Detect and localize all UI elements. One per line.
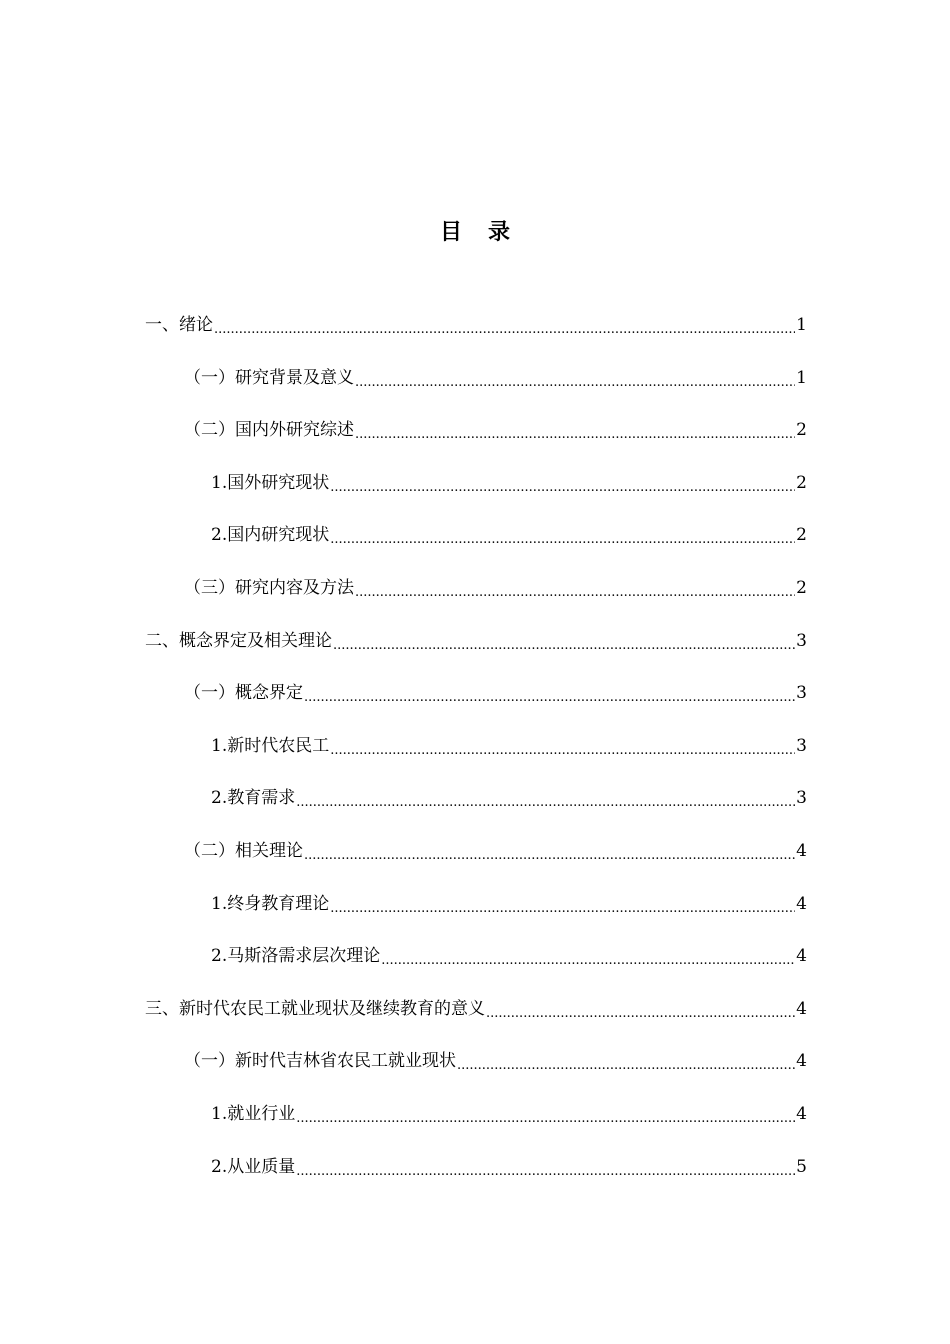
toc-entry-page: 4 [796,840,807,861]
toc-entry-page: 3 [796,630,807,651]
dot-leader [296,785,795,811]
dot-leader [330,522,795,548]
toc-entry[interactable] [0,365,950,418]
toc-entry-label: （一）概念界定 [184,680,304,706]
toc-entry[interactable] [0,628,950,681]
toc-entry-label: 2.教育需求 [211,785,296,811]
toc-entry[interactable] [0,680,950,733]
toc-entry-label: （二）国内外研究综述 [184,417,355,443]
toc-entry[interactable] [0,943,950,996]
toc-entry-page: 2 [796,420,807,441]
toc-entry-label: （三）研究内容及方法 [184,575,355,601]
dot-leader [330,891,795,917]
toc-entry-page: 1 [796,315,807,335]
dot-leader [333,628,795,654]
toc-entry-label: （二）相关理论 [184,838,304,864]
dot-leader [330,470,795,496]
toc-entry[interactable] [0,996,950,1049]
dot-leader [304,838,795,864]
toc-entry-label: （一）研究背景及意义 [184,365,355,391]
toc-entry[interactable] [0,1048,950,1101]
toc-list [0,312,950,1206]
toc-entry-label: 1.就业行业 [211,1101,296,1127]
toc-entry-label: 1.国外研究现状 [211,470,330,496]
toc-entry-label: 2.马斯洛需求层次理论 [211,943,381,969]
toc-entry-page: 5 [796,1156,807,1177]
toc-entry-page: 4 [796,946,807,967]
dot-leader [457,1048,795,1074]
dot-leader [214,312,795,338]
toc-entry-label: 二、概念界定及相关理论 [145,628,333,654]
dot-leader [330,733,795,759]
toc-entry-page: 3 [796,788,807,809]
toc-entry[interactable] [0,417,950,470]
toc-entry[interactable] [0,733,950,786]
toc-entry-page: 2 [796,525,807,546]
toc-entry-page: 3 [796,735,807,756]
toc-entry-page: 4 [796,893,807,914]
toc-title: 目录 [439,219,536,245]
toc-entry-page: 3 [796,683,807,704]
dot-leader [355,417,795,443]
toc-entry-label: （一）新时代吉林省农民工就业现状 [184,1048,457,1074]
toc-entry-page: 2 [796,577,807,598]
toc-entry-page: 4 [796,1051,807,1072]
toc-entry-page: 4 [796,998,807,1019]
toc-entry-page: 1 [796,367,807,388]
toc-entry-label: 2.从业质量 [211,1154,296,1180]
dot-leader [381,943,795,969]
toc-entry-label: 1.新时代农民工 [211,733,330,759]
toc-entry[interactable] [0,470,950,523]
toc-entry-label: 2.国内研究现状 [211,522,330,548]
toc-entry-label: 1.终身教育理论 [211,891,330,917]
toc-entry[interactable] [0,785,950,838]
toc-entry[interactable] [0,1101,950,1154]
toc-entry[interactable] [0,575,950,628]
toc-entry[interactable] [0,522,950,575]
toc-entry-page: 4 [796,1103,807,1124]
toc-entry[interactable] [0,838,950,891]
toc-entry-page: 2 [796,472,807,493]
dot-leader [486,996,795,1022]
toc-entry-label: 一、绪论 [145,312,214,338]
dot-leader [304,680,795,706]
toc-entry[interactable] [0,891,950,944]
toc-entry[interactable] [0,312,950,365]
dot-leader [355,365,795,391]
dot-leader [296,1101,795,1127]
toc-entry[interactable] [0,1154,950,1207]
dot-leader [296,1154,795,1180]
toc-entry-label: 三、新时代农民工就业现状及继续教育的意义 [145,996,486,1022]
dot-leader [355,575,795,601]
